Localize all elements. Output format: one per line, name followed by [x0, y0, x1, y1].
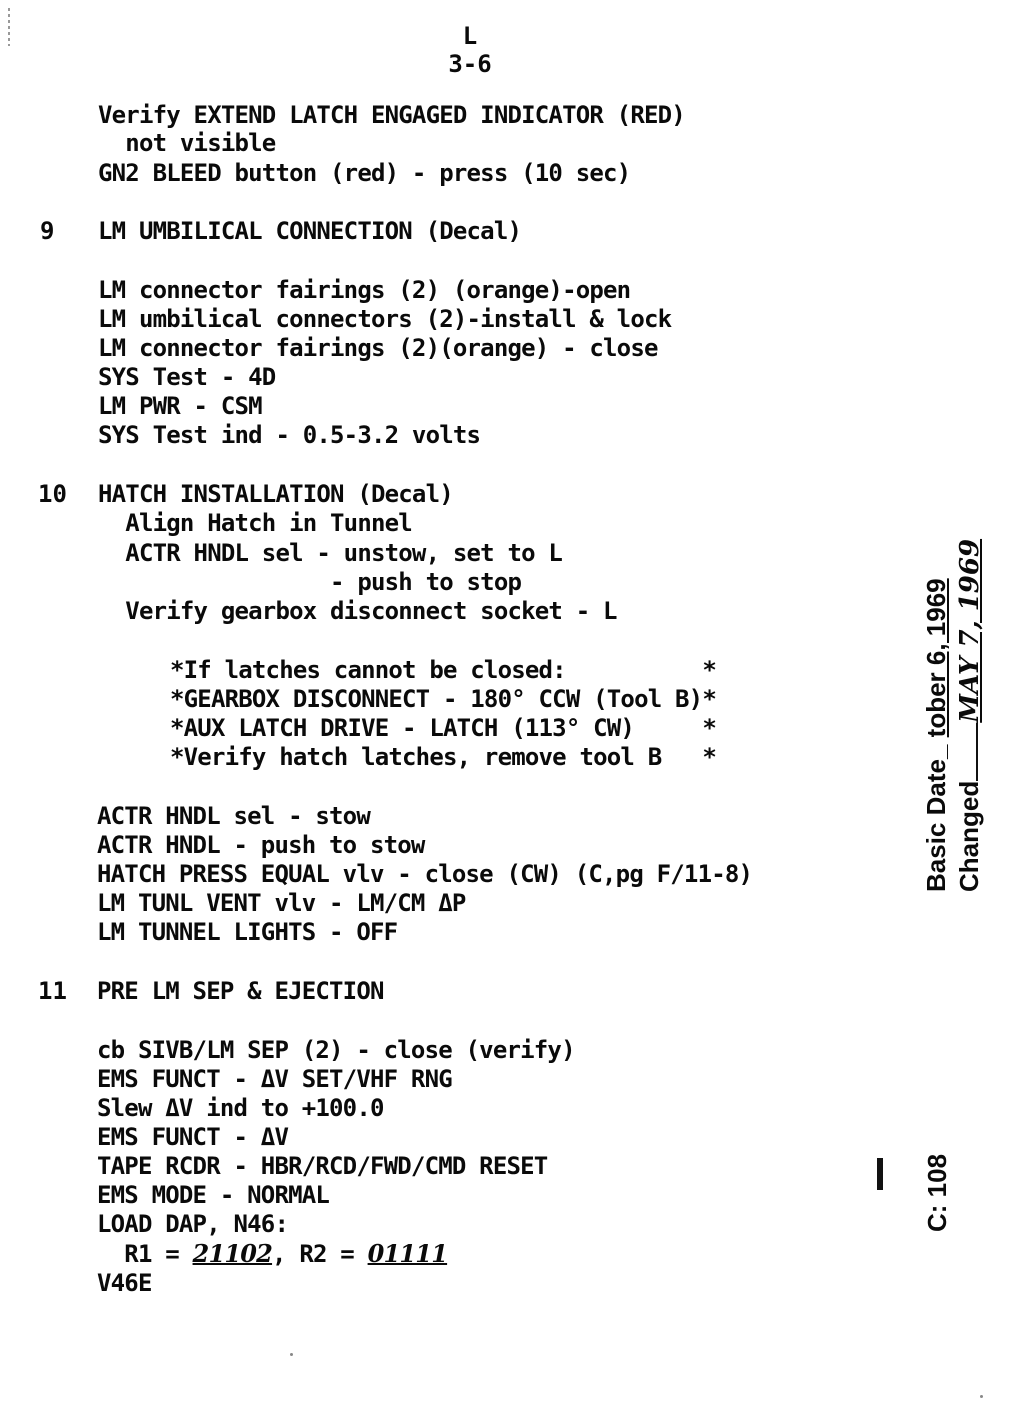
checklist-line: LOAD DAP, N46:	[97, 1210, 289, 1238]
basic-date-value: tober 6, 1969	[921, 578, 951, 738]
checklist-line: LM TUNNEL LIGHTS - OFF	[97, 918, 398, 946]
checklist-line: HATCH PRESS EQUAL vlv - close (CW) (C,pg F/11-8)	[97, 860, 753, 888]
checklist-line: Verify gearbox disconnect socket - L	[98, 597, 617, 625]
changed-date-annotation	[954, 539, 985, 892]
dap-register-line	[97, 1240, 447, 1268]
contingency-note: *AUX LATCH DRIVE - LATCH (113° CW) *	[170, 714, 716, 742]
checklist-line: GN2 BLEED button (red) - press (10 sec)	[98, 159, 631, 187]
checklist-line: - push to stop	[98, 568, 522, 596]
checklist-line: ACTR HNDL sel - stow	[97, 802, 370, 830]
basic-date-label: Basic Date	[921, 759, 951, 892]
r1-label: R1 =	[97, 1240, 193, 1268]
scan-speck	[980, 1395, 983, 1398]
checklist-line: EMS FUNCT - ΔV SET/VHF RNG	[97, 1065, 452, 1093]
r1-handwritten-value: 21102	[192, 1239, 273, 1268]
change-bar	[877, 1158, 883, 1190]
change-number-annotation: C: 108	[922, 1153, 952, 1232]
chapter-letter: L	[462, 22, 478, 50]
checklist-line: not visible	[98, 129, 276, 157]
contingency-note: *GEARBOX DISCONNECT - 180° CCW (Tool B)*	[170, 685, 716, 713]
page-number: 3-6	[448, 50, 492, 78]
checklist-line: TAPE RCDR - HBR/RCD/FWD/CMD RESET	[97, 1152, 548, 1180]
changed-date-value: MAY 7, 1969	[955, 538, 985, 723]
section-number: 11	[38, 977, 67, 1005]
checklist-line: ACTR HNDL sel - unstow, set to L	[98, 539, 563, 567]
section-title: LM UMBILICAL CONNECTION (Decal)	[98, 217, 522, 245]
checklist-line: Slew ΔV ind to +100.0	[97, 1094, 384, 1122]
checklist-line: SYS Test ind - 0.5-3.2 volts	[98, 421, 481, 449]
checklist-line: V46E	[97, 1269, 152, 1297]
checklist-line: LM connector fairings (2)(orange) - close	[98, 334, 658, 362]
margin-tick	[8, 8, 10, 46]
checklist-line: ACTR HNDL - push to stow	[97, 831, 425, 859]
scan-speck	[290, 1353, 293, 1356]
contingency-note: *If latches cannot be closed: *	[170, 656, 716, 684]
checklist-line: EMS MODE - NORMAL	[97, 1181, 330, 1209]
checklist-line: cb SIVB/LM SEP (2) - close (verify)	[97, 1036, 575, 1064]
checklist-line: EMS FUNCT - ΔV	[97, 1123, 289, 1151]
checklist-line: Verify EXTEND LATCH ENGAGED INDICATOR (RED)	[98, 101, 685, 129]
section-title: HATCH INSTALLATION (Decal)	[98, 480, 453, 508]
section-number: 10	[38, 480, 67, 508]
checklist-line: SYS Test - 4D	[98, 363, 276, 391]
checklist-line: LM TUNL VENT vlv - LM/CM ΔP	[97, 889, 466, 917]
checklist-line: LM connector fairings (2) (orange)-open	[98, 276, 631, 304]
checklist-line: LM umbilical connectors (2)-install & lock	[98, 305, 672, 333]
checklist-line: LM PWR - CSM	[98, 392, 262, 420]
basic-date-annotation: Basic Date_ tober 6, 1969	[921, 578, 951, 892]
checklist-line: Align Hatch in Tunnel	[98, 509, 412, 537]
changed-label: Changed	[954, 780, 984, 892]
r2-label: , R2 =	[272, 1240, 368, 1268]
contingency-note: *Verify hatch latches, remove tool B *	[170, 743, 716, 771]
section-title: PRE LM SEP & EJECTION	[97, 977, 384, 1005]
section-number: 9	[40, 217, 55, 245]
r2-handwritten-value: 01111	[367, 1239, 448, 1268]
